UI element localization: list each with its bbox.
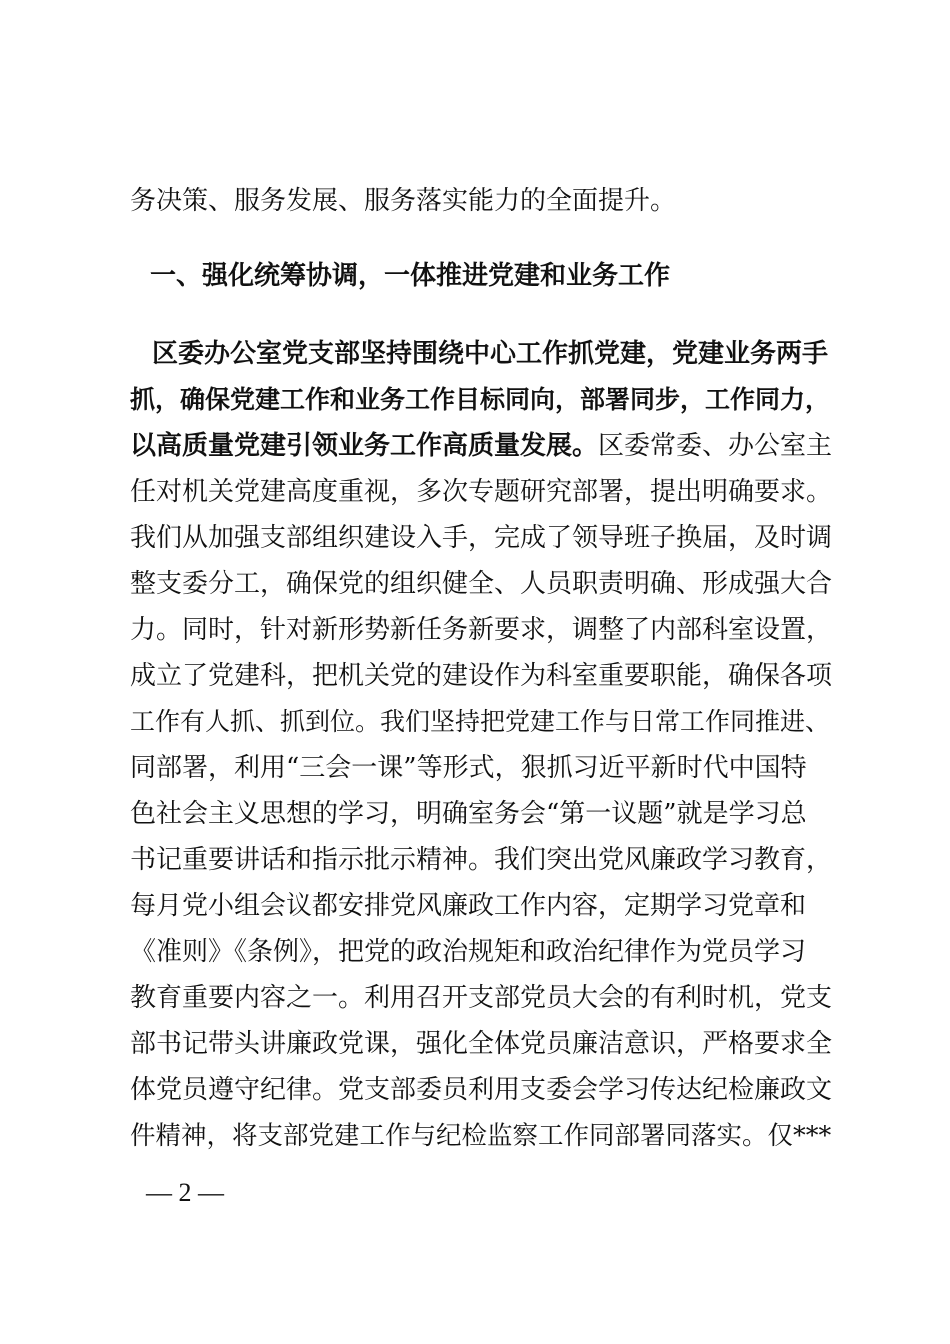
paragraph-line: 工作有人抓、抓到位。我们坚持把党建工作与日常工作同推进、 [130, 707, 831, 736]
paragraph-line: 任对机关党建高度重视，多次专题研究部署，提出明确要求。 [130, 477, 833, 507]
paragraph-line: 区委办公室党支部坚持围绕中心工作抓党建，党建业务两手 [152, 339, 829, 369]
paragraph-line: 整支委分工，确保党的组织健全、人员职责明确、形成强大合 [130, 569, 833, 599]
paragraph-line: 我们从加强支部组织建设入手，完成了领导班子换届，及时调 [130, 523, 833, 553]
page-number: — 2 — [146, 1178, 224, 1207]
paragraph-line: 成立了党建科，把机关党的建设作为科室重要职能，确保各项 [130, 661, 833, 691]
paragraph-line: 体党员遵守纪律。党支部委员利用支委会学习传达纪检廉政文 [130, 1075, 833, 1105]
paragraph-line: 色社会主义思想的学习，明确室务会“第一议题”就是学习总 [130, 799, 807, 829]
paragraph-line: 《准则》《条例》，把党的政治规矩和政治纪律作为党员学习 [130, 937, 807, 967]
paragraph-line-bold: 以高质量党建引领业务工作高质量发展。 [130, 431, 599, 461]
paragraph-line: 书记重要讲话和指示批示精神。我们突出党风廉政学习教育， [130, 845, 833, 875]
section-heading: 一、强化统筹协调，一体推进党建和业务工作 [150, 261, 671, 291]
paragraph-line: 力。同时，针对新形势新任务新要求，调整了内部科室设置， [130, 615, 833, 645]
paragraph-line: 件精神，将支部党建工作与纪检监察工作同部署同落实。仅*** [130, 1121, 832, 1151]
paragraph-line: 每月党小组会议都安排党风廉政工作内容，定期学习党章和 [130, 891, 807, 921]
paragraph-line-rest: 区委常委、办公室主 [598, 431, 833, 461]
paragraph-line [130, 431, 833, 461]
paragraph-line: 部书记带头讲廉政党课，强化全体党员廉洁意识，严格要求全 [130, 1029, 833, 1059]
intro-line: 务决策、服务发展、服务落实能力的全面提升。 [130, 186, 677, 216]
paragraph-line: 教育重要内容之一。利用召开支部党员大会的有利时机，党支 [130, 983, 833, 1013]
paragraph-line: 同部署，利用“三会一课”等形式，狠抓习近平新时代中国特 [130, 753, 807, 783]
paragraph-line: 抓，确保党建工作和业务工作目标同向，部署同步，工作同力， [130, 385, 831, 414]
